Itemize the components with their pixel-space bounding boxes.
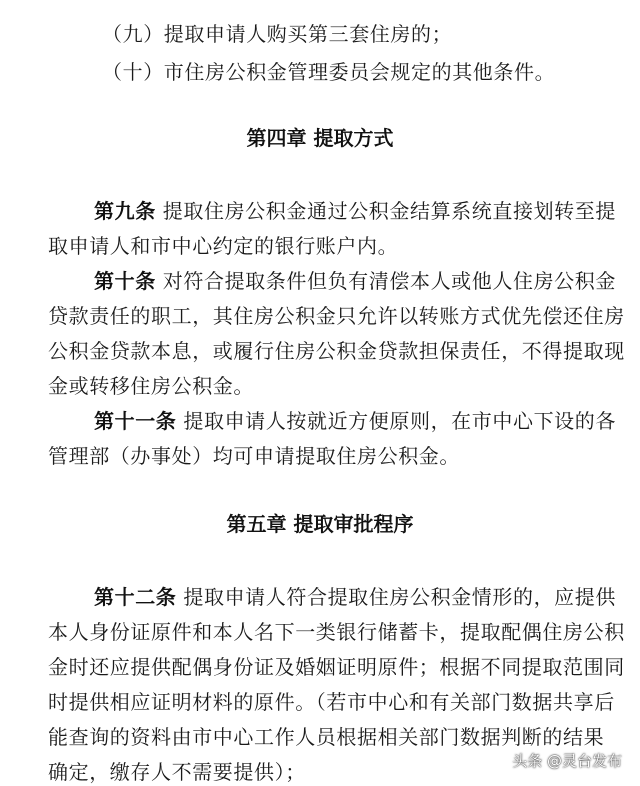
article-nine-label: 第九条: [94, 199, 156, 223]
article-eleven-line: [0, 407, 640, 435]
article-twelve-line: [0, 583, 640, 611]
article-twelve-cont-5: 确定，缴存人不需要提供）；: [48, 760, 306, 784]
article-twelve-label: 第十二条: [94, 585, 177, 609]
article-twelve-cont-4: 能查询的资料由市中心工作人员根据相关部门数据判断的结果: [48, 725, 605, 749]
item-ten: （十）市住房公积金管理委员会规定的其他条件。: [102, 60, 556, 84]
article-ten-text: 对符合提取条件但负有清偿本人或他人住房公积金: [155, 269, 616, 293]
article-eleven-text: 提取申请人按就近方便原则，在市中心下设的各: [176, 409, 616, 433]
watermark-text: 头条 @灵台发布: [512, 752, 622, 770]
article-ten-cont-1: 贷款责任的职工，其住房公积金只允许以转账方式优先偿还住房: [48, 304, 625, 328]
chapter-four-heading: 第四章 提取方式: [246, 126, 394, 150]
article-twelve-text: 提取申请人符合提取住房公积金情形的，应提供: [176, 585, 616, 609]
article-ten-cont-2: 公积金贷款本息，或履行住房公积金贷款担保责任，不得提取现: [48, 339, 625, 363]
article-ten-label: 第十条: [94, 269, 156, 293]
article-ten-line: [0, 267, 640, 295]
article-ten-cont-3: 金或转移住房公积金。: [48, 374, 254, 398]
article-eleven-label: 第十一条: [94, 409, 177, 433]
chapter-five-heading: 第五章 提取审批程序: [226, 512, 414, 536]
article-twelve-cont-1: 本人身份证原件和本人名下一类银行储蓄卡，提取配偶住房公积: [48, 620, 625, 644]
article-nine-text: 提取住房公积金通过公积金结算系统直接划转至提: [155, 199, 616, 223]
article-eleven-cont: 管理部（办事处）均可申请提取住房公积金。: [48, 444, 460, 468]
source-watermark: [492, 750, 622, 771]
headline-logo-icon: [492, 753, 508, 769]
article-twelve-cont-3: 时提供相应证明材料的原件。（若市中心和有关部门数据共享后: [48, 690, 615, 714]
article-nine-cont: 取申请人和市中心约定的银行账户内。: [48, 234, 399, 258]
article-nine-line: [0, 197, 640, 225]
article-twelve-cont-2: 金时还应提供配偶身份证及婚姻证明原件；根据不同提取范围同: [48, 655, 625, 679]
item-nine: （九）提取申请人购买第三套住房的；: [102, 22, 453, 46]
